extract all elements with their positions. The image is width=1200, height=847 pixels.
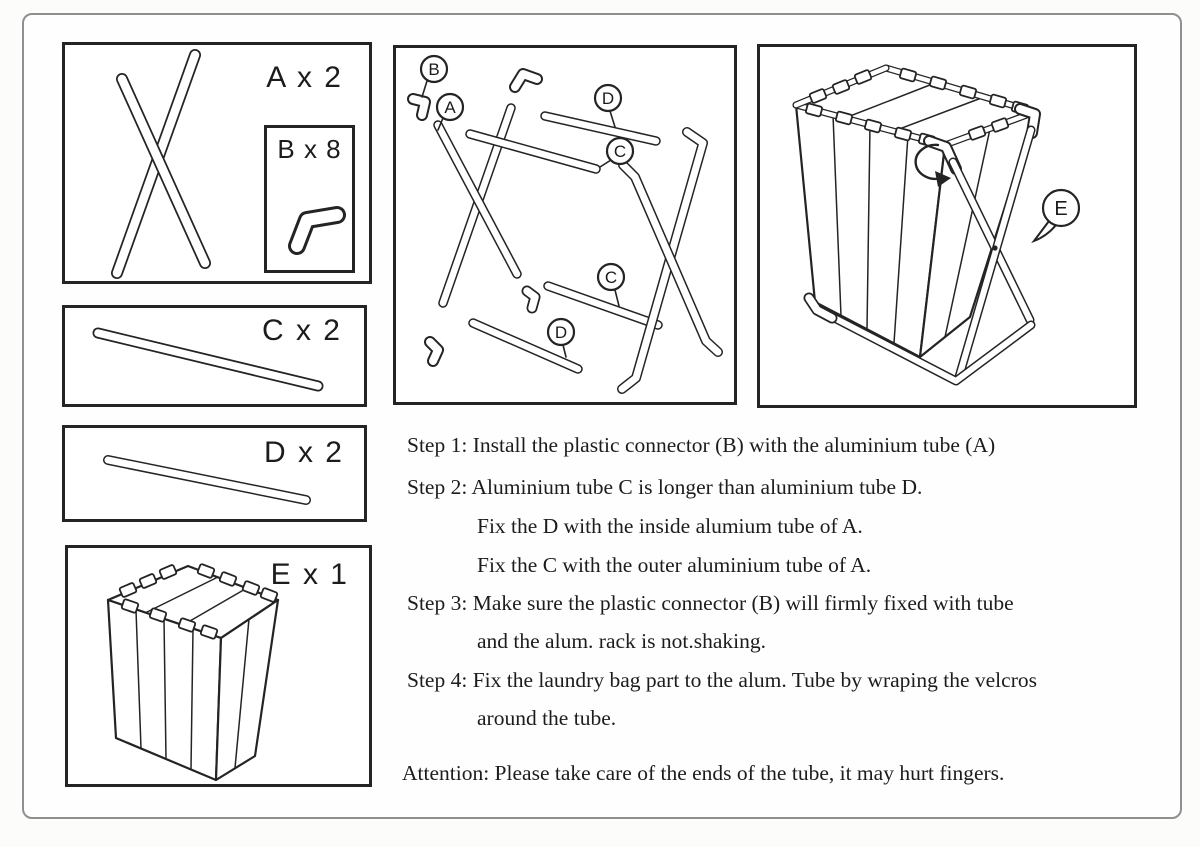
part-c-label: C x 2	[261, 314, 342, 347]
part-b-drawing	[267, 128, 352, 270]
assembled-x-frame	[622, 132, 718, 389]
elbow-connector-top-left	[413, 99, 425, 115]
crossed-tubes-a	[117, 55, 205, 273]
part-e-label: E x 1	[270, 558, 349, 591]
instruction-attention: Attention: Please take care of the ends of the tube, it may hurt fingers.	[402, 761, 1005, 785]
part-b-label: B x 8	[277, 134, 342, 164]
part-d-label: D x 2	[263, 436, 344, 469]
part-box-a	[62, 42, 372, 284]
instruction-step-4: Step 4: Fix the laundry bag part to the alum. Tube by wraping the velcros	[407, 668, 1037, 692]
laundry-bag-drawing	[108, 564, 278, 780]
svg-text:C: C	[613, 142, 627, 161]
instruction-step-1: Step 1: Install the plastic connector (B) with the aluminium tube (A)	[407, 433, 996, 457]
part-box-c	[62, 305, 367, 407]
svg-text:A: A	[444, 98, 456, 117]
svg-text:E: E	[1054, 198, 1068, 220]
elbow-connector-drawing	[297, 215, 337, 246]
part-box-b	[264, 125, 355, 273]
assembled-product-panel	[757, 44, 1137, 408]
balloon-label-e	[1034, 190, 1079, 241]
pivot-dot	[992, 245, 997, 250]
svg-text:D: D	[601, 89, 615, 108]
elbow-connector-bottom-left	[430, 342, 438, 361]
part-box-d	[62, 425, 367, 522]
exploded-drawing	[396, 48, 734, 402]
balloon-label-c-top	[600, 138, 633, 167]
part-a-label: A x 2	[266, 61, 343, 94]
tube-d-top	[545, 116, 656, 141]
balloon-label-d-bottom	[548, 319, 574, 357]
balloon-label-c-bottom	[598, 264, 624, 306]
instruction-step-3: Step 3: Make sure the plastic connector (B) will firmly fixed with tube	[407, 591, 1014, 615]
elbow-connector-top-center	[515, 74, 537, 87]
hamper-drawing	[796, 68, 1035, 381]
instruction-step-2a: Fix the D with the inside alumium tube of A.	[477, 514, 863, 538]
instruction-step-2: Step 2: Aluminium tube C is longer than aluminium tube D.	[407, 475, 923, 499]
part-box-e	[65, 545, 372, 787]
balloon-label-b	[421, 56, 447, 97]
elbow-connector-center	[527, 291, 535, 308]
svg-text:C: C	[604, 268, 618, 287]
svg-text:D: D	[554, 323, 568, 342]
instruction-step-2b: Fix the C with the outer aluminium tube of A.	[477, 553, 872, 577]
exploded-diagram-panel	[393, 45, 737, 405]
balloon-label-d-top	[595, 85, 621, 127]
instruction-step-3a: and the alum. rack is not.shaking.	[477, 629, 766, 653]
svg-text:B: B	[428, 60, 440, 79]
balloon-label-a	[437, 94, 463, 130]
instruction-step-4a: around the tube.	[477, 706, 617, 730]
assembled-drawing	[760, 47, 1134, 405]
